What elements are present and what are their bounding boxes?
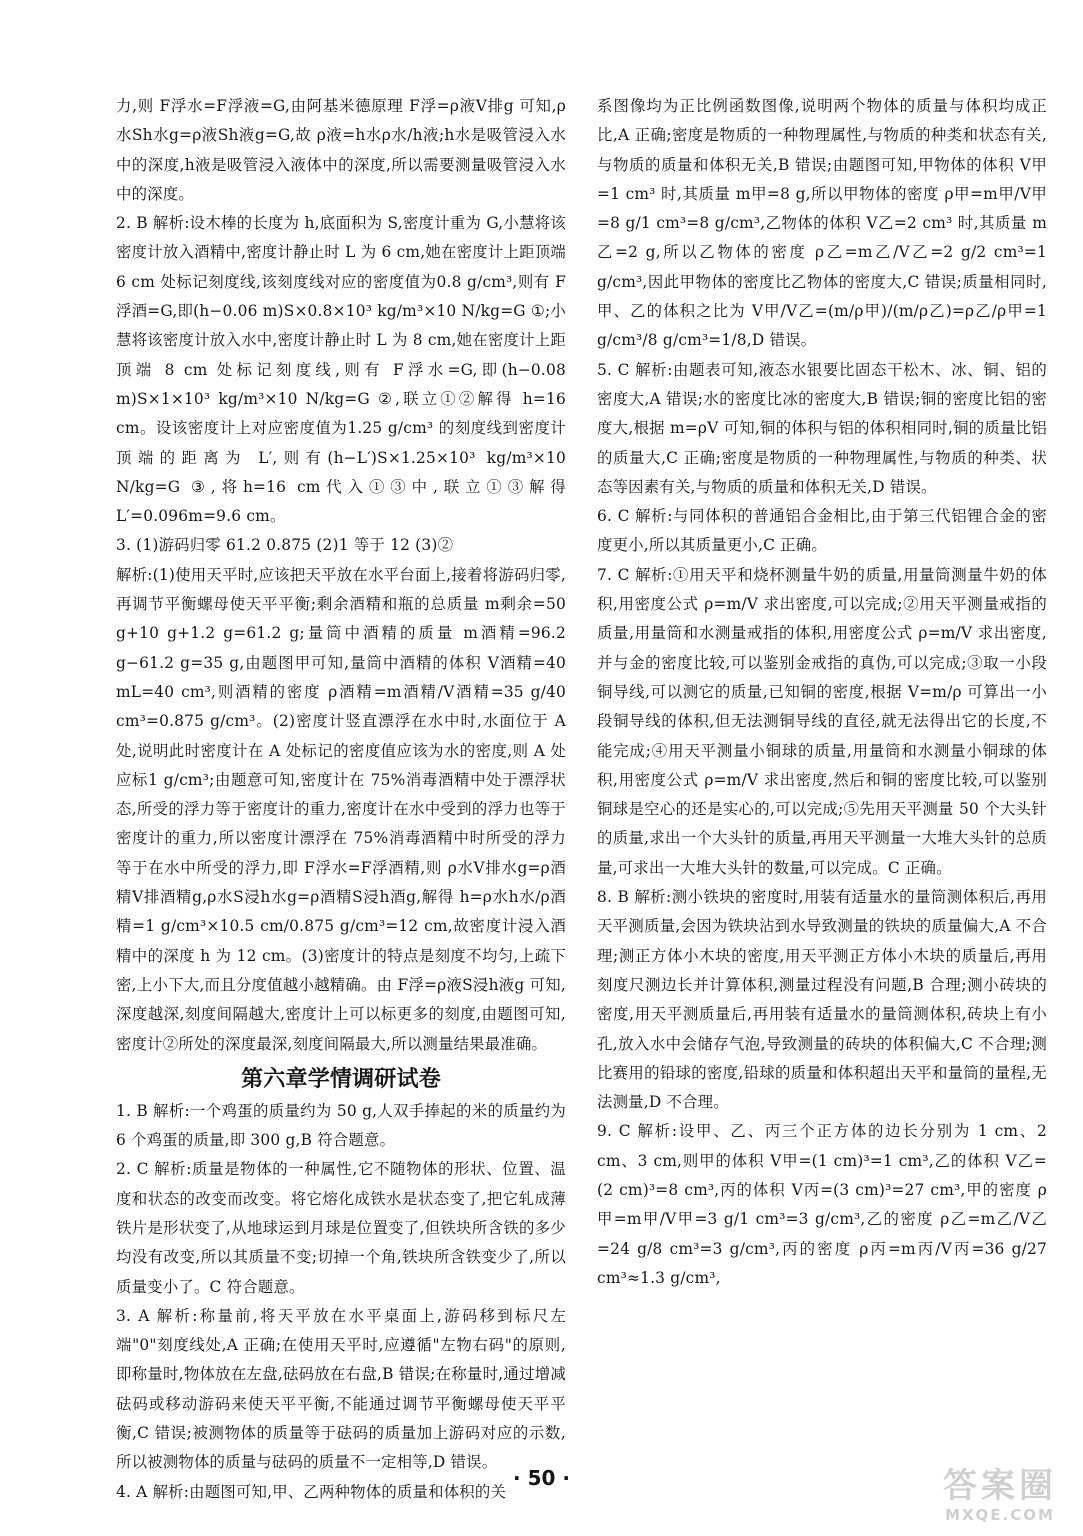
- watermark-logo: [925, 1466, 1075, 1530]
- right-text-column: [597, 92, 1047, 1293]
- answer-item-9: 9. C 解析:设甲、乙、丙三个正方体的边长分别为 1 cm、2 cm、3 cm,则甲的体积 V甲=(1 cm)³=1 cm³,乙的体积 V乙=(2 cm)³=8 cm³,丙的体积 V丙=(3 cm)³=27 cm³,甲的密度 ρ甲=m甲/V甲=3 g/1 cm³=3 g/cm³,乙的密度 ρ乙=m乙/V乙=24 g/8 cm³=3 g/cm³,丙的密度 ρ丙=m丙/V丙=36 g/27 cm³≈1.3 g/cm³,: [597, 1122, 1047, 1287]
- answer-item-3-explanation: 解析:(1)使用天平时,应该把天平放在水平台面上,接着将游码归零,再调节平衡螺母使天平平衡;剩余酒精和瓶的总质量 m剩余=50 g+10 g+1.2 g=61.2 g;量筒中酒精的质量 m酒精=96.2 g−61.2 g=35 g,由题图甲可知,量筒中酒精的体积 V酒精=40 mL=40 cm³,则酒精的密度 ρ酒精=m酒精/V酒精=35 g/40 cm³=0.875 g/cm³。(2)密度计竖直漂浮在水中时,水面位于 A 处,说明此时密度计在 A 处标记的密度值应该为水的密度,则 A 处应标1 g/cm³;由题意可知,密度计在 75%消毒酒精中处于漂浮状态,所受的浮力等于密度计的重力,密度计在水中受到的浮力也等于密度计的重力,所以密度计漂浮在 75%消毒酒精中时所受的浮力等于在水中所受的浮力,即 F浮水=F浮酒精,则 ρ水V排水g=ρ酒精V排酒精g,ρ水S浸h水g=ρ酒精S浸h酒g,解得 h=ρ水h水/ρ酒精=1 g/cm³×10.5 cm/0.875 g/cm³=12 cm,故密度计浸入酒精中的深度 h 为 12 cm。(3)密度计的特点是刻度不均匀,上疏下密,上小下大,而且分度值越小越精确。由 F浮=ρ液S浸h液g 可知,深度越深,刻度间隔越大,密度计上可以标更多的刻度,由题图可知,密度计②所处的深度最深,刻度间隔最大,所以测量结果最准确。: [116, 565, 566, 1053]
- answer-item-4-continued: 系图像均为正比例函数图像,说明两个物体的质量与体积均成正比,A 正确;密度是物质的一种物理属性,与物质的种类和状态有关,与物质的质量和体积无关,B 错误;由题图可知,甲物体的体积 V甲=1 cm³ 时,其质量 m甲=8 g,所以甲物体的密度 ρ甲=m甲/V甲=8 g/1 cm³=8 g/cm³,乙物体的体积 V乙=2 cm³ 时,其质量 m乙=2 g,所以乙物体的密度 ρ乙=m乙/V乙=2 g/2 cm³=1 g/cm³,因此甲物体的密度比乙物体的密度大,C 错误;质量相同时,甲、乙的体积之比为 V甲/V乙=(m/ρ甲)/(m/ρ乙)=ρ乙/ρ甲=1 g/cm³/8 g/cm³=1/8,D 错误。: [597, 97, 1047, 350]
- answer-item-3: 3. (1)游码归零 61.2 0.875 (2)1 等于 12 (3)②: [116, 536, 454, 555]
- answer-item-2: 2. C 解析:质量是物体的一种属性,它不随物体的形状、位置、温度和状态的改变而改变。将它熔化成铁水是状态变了,把它轧成薄铁片是形状变了,从地球运到月球是位置变了,但铁块所含铁的多少均没有改变,所以其质量不变;切掉一个角,铁块所含铁变少了,所以质量变小了。C 符合题意。: [116, 1160, 566, 1296]
- paragraph: 力,则 F浮水=F浮液=G,由阿基米德原理 F浮=ρ液V排g 可知,ρ水Sh水g=ρ液Sh液g=G,故 ρ液=h水ρ水/h液;h水是吸管浸入水中的深度,h液是吸管浸入液体中的深度,所以需要测量吸管浸入水中的深度。: [116, 97, 566, 203]
- watermark-url: MXQE.COM: [945, 1506, 1055, 1524]
- answer-item-7: 7. C 解析:①用天平和烧杯测量牛奶的质量,用量筒测量牛奶的体积,用密度公式 ρ=m/V 求出密度,可以完成;②用天平测量戒指的质量,用量筒和水测量戒指的体积,用密度公式 ρ=m/V 求出密度,并与金的密度比较,可以鉴别金戒指的真伪,可以完成;③取一小段铜导线,可以测它的质量,已知铜的密度,根据 V=m/ρ 可算出一小段铜导线的体积,但无法测铜导线的直径,就无法得出它的长度,不能完成;④用天平测量小铜球的质量,用量筒和水测量小铜球的体积,用密度公式 ρ=m/V 求出密度,然后和铜的密度比较,可以鉴别铜球是空心的还是实心的,可以完成;⑤先用天平测量 50 个大头针的质量,求出一个大头针的质量,再用天平测量一大堆大头针的总质量,可求出一大堆大头针的数量,可以完成。C 正确。: [597, 565, 1047, 877]
- watermark-text: 答案圈: [943, 1466, 1057, 1506]
- page-number: · 50 ·: [513, 1466, 570, 1490]
- answer-item-2: 2. B 解析:设木棒的长度为 h,底面积为 S,密度计重为 G,小慧将该密度计放入酒精中,密度计静止时 L 为 6 cm,她在密度计上距顶端 6 cm 处标记刻度线,该刻度线对应的密度值为0.8 g/cm³,则有 F浮酒=G,即(h−0.06 m)S×0.8×10³ kg/m³×10 N/kg=G ①;小慧将该密度计放入水中,密度计静止时 L 为 8 cm,她在密度计上距顶端 8 cm 处标记刻度线,则有 F浮水=G,即(h−0.08 m)S×1×10³ kg/m³×10 N/kg=G ②,联立①②解得 h=16 cm。设该密度计上对应密度值为1.25 g/cm³ 的刻度线到密度计顶端的距离为 L′,则有(h−L′)S×1.25×10³ kg/m³×10 N/kg=G ③,将h=16 cm代入①③中,联立①③解得 L′=0.096m=9.6 cm。: [116, 214, 566, 526]
- answer-item-1: 1. B 解析:一个鸡蛋的质量约为 50 g,人双手捧起的米的质量约为 6 个鸡蛋的质量,即 300 g,B 符合题意。: [116, 1101, 566, 1150]
- answer-item-3: 3. A 解析:称量前,将天平放在水平桌面上,游码移到标尺左端"0"刻度线处,A 正确;在使用天平时,应遵循"左物右码"的原则,即称量时,物体放在左盘,砝码放在右盘,B 错误;在称量时,通过增减砝码或移动游码来使天平平衡,不能通过调节平衡螺母使天平平衡,C 错误;被测物体的质量等于砝码的质量加上游码对应的示数,所以被测物体的质量与砝码的质量不一定相等,D 错误。: [116, 1306, 566, 1472]
- answer-item-4: 4. A 解析:由题图可知,甲、乙两种物体的质量和体积的关: [116, 1482, 507, 1501]
- left-text-column: [116, 92, 566, 1507]
- answer-item-6: 6. C 解析:与同体积的普通铝合金相比,由于第三代铝锂合金的密度更小,所以其质量更小,C 正确。: [597, 507, 1047, 555]
- answer-item-8: 8. B 解析:测小铁块的密度时,用装有适量水的量筒测体积后,再用天平测质量,会因为铁块沾到水导致测量的铁块的质量偏大,A 不合理;测正方体小木块的密度,用天平测正方体小木块的质量后,再用刻度尺测边长并计算体积,测量过程没有问题,B 合理;测小砖块的密度,用天平测质量后,再用装有适量水的量筒测体积,砖块上有小孔,放入水中会储存气泡,导致测量的砖块的体积偏大,C 不合理;测比赛用的铅球的密度,铅球的质量和体积超出天平和量筒的量程,无法测量,D 不合理。: [597, 888, 1047, 1112]
- answer-item-5: 5. C 解析:由题表可知,液态水银要比固态干松木、冰、铜、铝的密度大,A 错误;水的密度比冰的密度大,B 错误;铜的密度比铝的密度大,根据 m=ρV 可知,铜的体积与铝的体积相同时,铜的质量比铝的质量大,C 正确;密度是物质的一种物理属性,与物质的种类、状态等因素有关,与物质的质量和体积无关,D 错误。: [597, 360, 1047, 496]
- section-title: 第六章学情调研试卷: [241, 1066, 441, 1092]
